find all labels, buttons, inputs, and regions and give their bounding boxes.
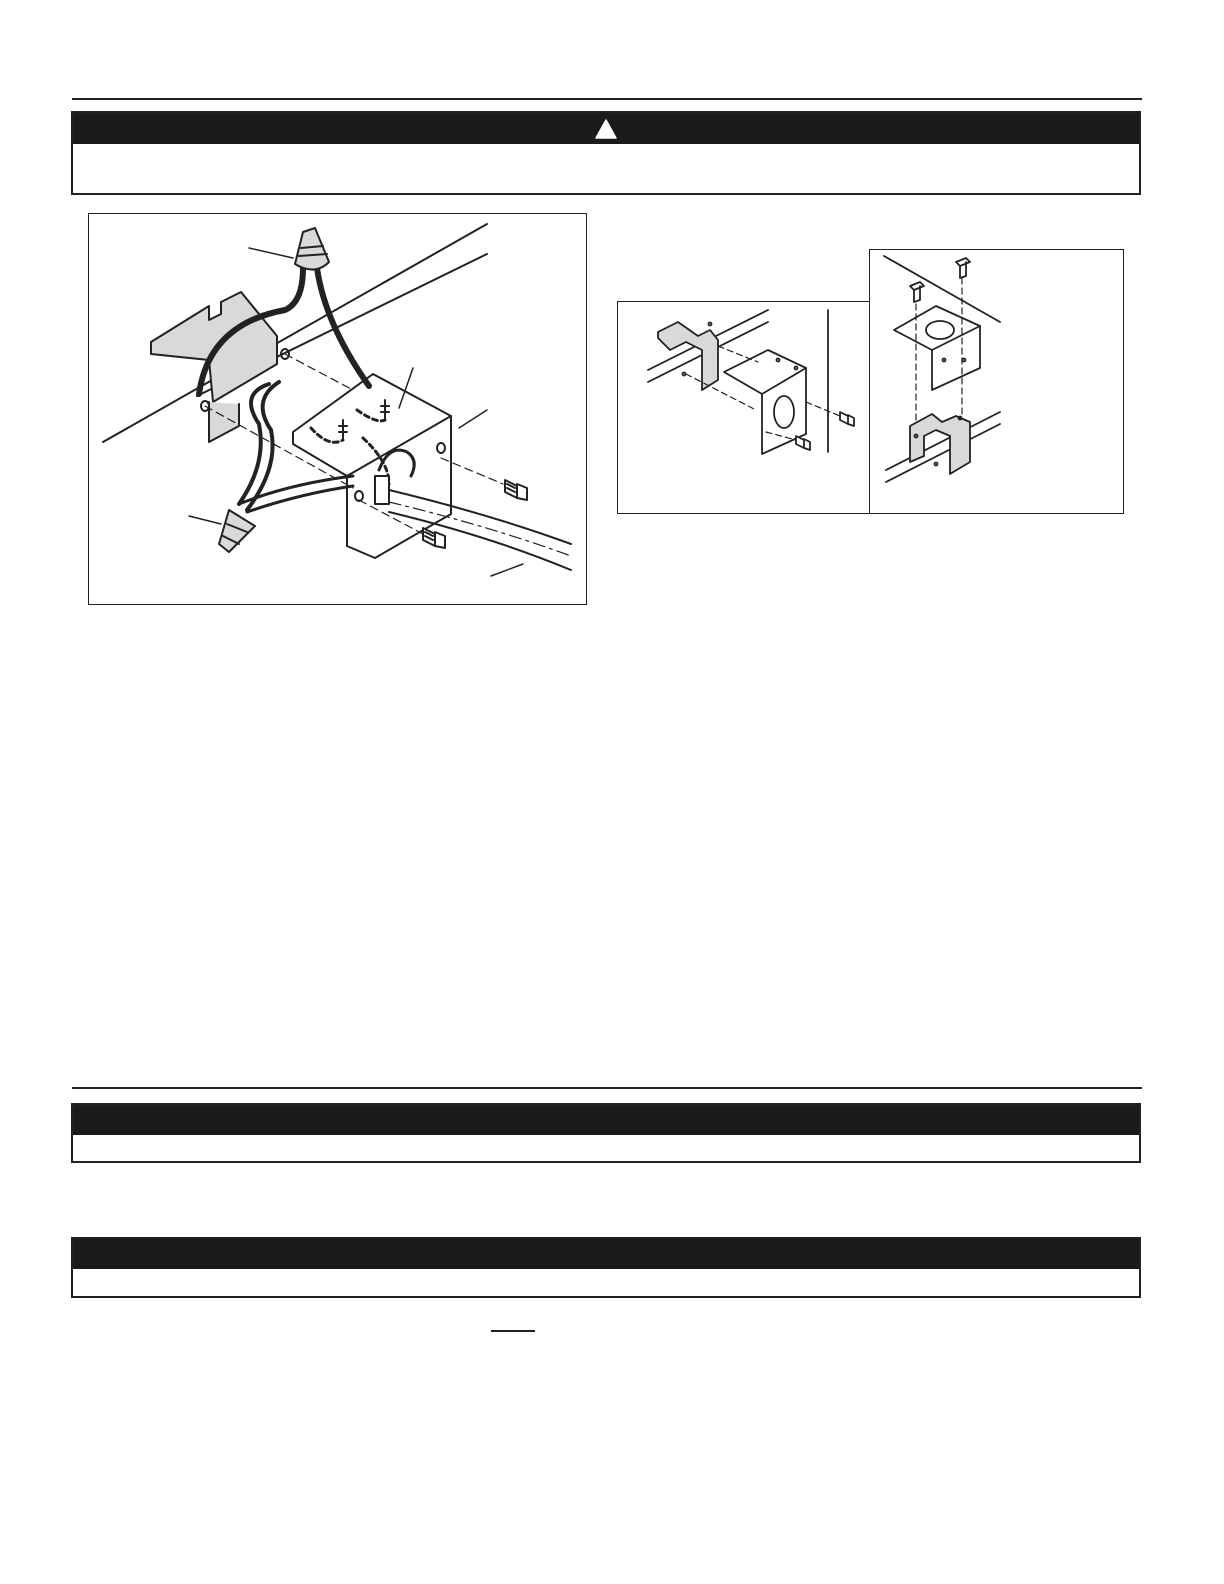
warning-box (71, 111, 1141, 195)
bracket-side-illustration (618, 302, 871, 514)
warning-bar (73, 113, 1139, 144)
junction-box-illustration (89, 214, 587, 605)
notice-box-1 (71, 1103, 1141, 1163)
notice-body-1 (73, 1135, 1139, 1143)
notice-bar-2 (73, 1239, 1139, 1269)
underline-mark (491, 1330, 535, 1332)
figure-bracket-top (869, 249, 1124, 514)
top-rule (72, 98, 1142, 100)
bracket-top-illustration (870, 250, 1124, 514)
middle-rule (72, 1087, 1142, 1089)
warning-body (73, 144, 1139, 152)
notice-body-2 (73, 1269, 1139, 1277)
notice-box-2 (71, 1237, 1141, 1298)
warning-triangle-icon (595, 119, 617, 139)
notice-bar-1 (73, 1105, 1139, 1135)
figure-junction-box (88, 213, 587, 605)
figure-bracket-side (617, 301, 871, 514)
